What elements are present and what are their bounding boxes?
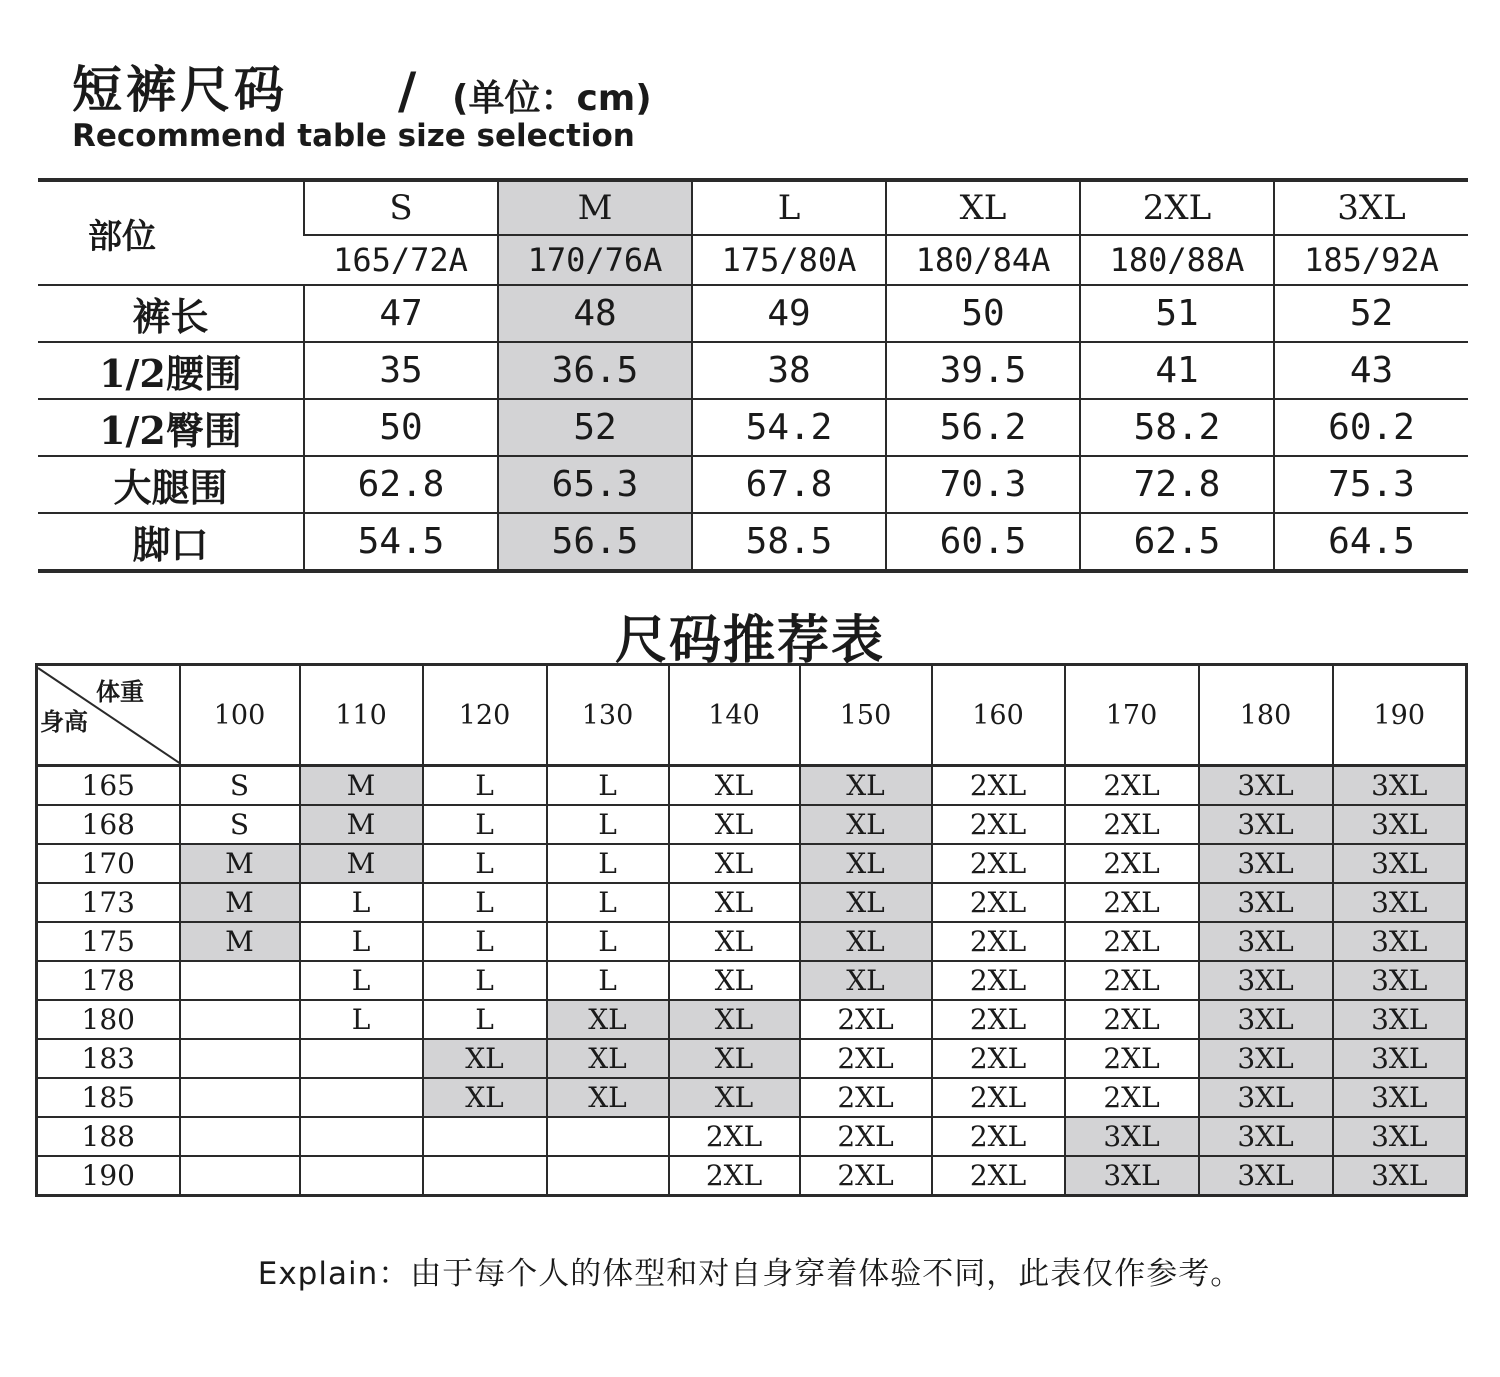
recommended-size bbox=[300, 1078, 423, 1117]
measurement-value: 35 bbox=[304, 342, 498, 399]
recommended-size: L bbox=[300, 1000, 423, 1039]
recommend-row bbox=[37, 922, 1467, 961]
recommend-row bbox=[37, 1078, 1467, 1117]
measurement-value: 65.3 bbox=[498, 456, 692, 513]
recommended-size: L bbox=[423, 922, 547, 961]
height-label: 175 bbox=[37, 922, 180, 961]
recommended-size: L bbox=[423, 844, 547, 883]
recommended-size bbox=[180, 1117, 300, 1156]
recommended-size: 2XL bbox=[1065, 844, 1199, 883]
measurement-value: 62.5 bbox=[1080, 513, 1274, 571]
recommended-size: XL bbox=[547, 1078, 669, 1117]
recommended-size: 2XL bbox=[932, 1156, 1065, 1196]
recommended-size: L bbox=[547, 922, 669, 961]
recommended-size: 2XL bbox=[1065, 766, 1199, 806]
recommended-size: 3XL bbox=[1199, 922, 1333, 961]
measurement-value: 54.5 bbox=[304, 513, 498, 571]
height-axis-label: 身高 bbox=[40, 708, 88, 736]
recommended-size: XL bbox=[800, 922, 932, 961]
recommended-size: L bbox=[423, 766, 547, 806]
measurement-row bbox=[38, 456, 1468, 513]
size-code: 180/84A bbox=[886, 235, 1080, 285]
height-label: 168 bbox=[37, 805, 180, 844]
recommended-size bbox=[180, 1000, 300, 1039]
recommended-size: XL bbox=[547, 1000, 669, 1039]
recommended-size bbox=[180, 1078, 300, 1117]
recommended-size: L bbox=[547, 805, 669, 844]
measurement-value: 51 bbox=[1080, 285, 1274, 342]
recommended-size: 3XL bbox=[1333, 922, 1467, 961]
measurement-value: 58.5 bbox=[692, 513, 886, 571]
recommended-size: 3XL bbox=[1199, 805, 1333, 844]
recommend-row bbox=[37, 805, 1467, 844]
height-label: 165 bbox=[37, 766, 180, 806]
body-part-label: 大腿围 bbox=[38, 456, 304, 513]
recommended-size: 3XL bbox=[1333, 805, 1467, 844]
recommended-size: L bbox=[547, 844, 669, 883]
recommended-size bbox=[547, 1156, 669, 1196]
size-code: 185/92A bbox=[1274, 235, 1468, 285]
recommend-row bbox=[37, 844, 1467, 883]
size-name: 2XL bbox=[1080, 180, 1274, 235]
recommended-size: 2XL bbox=[932, 1039, 1065, 1078]
recommended-size: 2XL bbox=[932, 844, 1065, 883]
body-part-label: 1/2臀围 bbox=[38, 399, 304, 456]
weight-header: 130 bbox=[547, 665, 669, 766]
recommended-size: 2XL bbox=[932, 961, 1065, 1000]
recommended-size: L bbox=[547, 766, 669, 806]
recommended-size: 3XL bbox=[1333, 883, 1467, 922]
page-subtitle: Recommend table size selection bbox=[72, 118, 635, 154]
recommended-size: L bbox=[423, 805, 547, 844]
height-label: 190 bbox=[37, 1156, 180, 1196]
recommended-size: 2XL bbox=[1065, 961, 1199, 1000]
size-name: S bbox=[304, 180, 498, 235]
recommended-size: 2XL bbox=[800, 1156, 932, 1196]
size-name: 3XL bbox=[1274, 180, 1468, 235]
recommended-size: L bbox=[300, 922, 423, 961]
height-label: 180 bbox=[37, 1000, 180, 1039]
weight-header: 160 bbox=[932, 665, 1065, 766]
recommended-size: 2XL bbox=[669, 1156, 800, 1196]
recommended-size: 3XL bbox=[1333, 766, 1467, 806]
recommended-size: 2XL bbox=[1065, 883, 1199, 922]
recommended-size: M bbox=[300, 805, 423, 844]
weight-header: 110 bbox=[300, 665, 423, 766]
measurement-value: 72.8 bbox=[1080, 456, 1274, 513]
body-part-label: 裤长 bbox=[38, 285, 304, 342]
recommended-size: 3XL bbox=[1199, 766, 1333, 806]
weight-header: 120 bbox=[423, 665, 547, 766]
measurement-value: 54.2 bbox=[692, 399, 886, 456]
recommended-size: 2XL bbox=[1065, 1000, 1199, 1039]
recommended-size: XL bbox=[669, 805, 800, 844]
recommended-size: XL bbox=[800, 766, 932, 806]
measurement-row bbox=[38, 285, 1468, 342]
measurement-value: 56.2 bbox=[886, 399, 1080, 456]
recommended-size: M bbox=[180, 844, 300, 883]
measurement-value: 48 bbox=[498, 285, 692, 342]
recommended-size bbox=[180, 1156, 300, 1196]
measurement-value: 41 bbox=[1080, 342, 1274, 399]
weight-axis-label: 体重 bbox=[96, 678, 144, 706]
recommended-size: S bbox=[180, 805, 300, 844]
recommended-size: XL bbox=[669, 1039, 800, 1078]
recommended-size: 3XL bbox=[1199, 1039, 1333, 1078]
recommended-size: M bbox=[180, 883, 300, 922]
body-part-label: 1/2腰围 bbox=[38, 342, 304, 399]
recommend-title: 尺码推荐表 bbox=[614, 610, 885, 671]
unit-label: (单位：cm) bbox=[452, 78, 652, 119]
measurement-value: 50 bbox=[886, 285, 1080, 342]
weight-header: 150 bbox=[800, 665, 932, 766]
recommend-row bbox=[37, 1039, 1467, 1078]
recommended-size: 3XL bbox=[1199, 1117, 1333, 1156]
weight-header: 180 bbox=[1199, 665, 1333, 766]
measurement-value: 60.2 bbox=[1274, 399, 1468, 456]
recommended-size: 3XL bbox=[1199, 1000, 1333, 1039]
measurement-row bbox=[38, 399, 1468, 456]
recommended-size: XL bbox=[800, 961, 932, 1000]
size-code: 175/80A bbox=[692, 235, 886, 285]
weight-header: 190 bbox=[1333, 665, 1467, 766]
recommended-size: XL bbox=[669, 922, 800, 961]
recommended-size: XL bbox=[800, 805, 932, 844]
recommended-size: 3XL bbox=[1065, 1117, 1199, 1156]
size-code: 170/76A bbox=[498, 235, 692, 285]
recommended-size: 2XL bbox=[932, 1117, 1065, 1156]
recommended-size: 2XL bbox=[1065, 1078, 1199, 1117]
size-measurement-table bbox=[38, 178, 1468, 573]
height-label: 170 bbox=[37, 844, 180, 883]
measurement-value: 50 bbox=[304, 399, 498, 456]
body-part-label: 脚口 bbox=[38, 513, 304, 571]
page-title: 短裤尺码 bbox=[72, 61, 288, 119]
size-name: M bbox=[498, 180, 692, 235]
recommended-size: XL bbox=[423, 1078, 547, 1117]
recommended-size: 3XL bbox=[1199, 883, 1333, 922]
height-label: 185 bbox=[37, 1078, 180, 1117]
recommended-size: XL bbox=[669, 766, 800, 806]
recommended-size: L bbox=[547, 961, 669, 1000]
recommended-size: 3XL bbox=[1333, 961, 1467, 1000]
recommended-size: 3XL bbox=[1333, 1039, 1467, 1078]
recommended-size: L bbox=[300, 883, 423, 922]
recommended-size: XL bbox=[669, 883, 800, 922]
recommend-row bbox=[37, 961, 1467, 1000]
height-label: 173 bbox=[37, 883, 180, 922]
size-name: L bbox=[692, 180, 886, 235]
height-label: 183 bbox=[37, 1039, 180, 1078]
measurement-row bbox=[38, 342, 1468, 399]
recommended-size: 2XL bbox=[800, 1000, 932, 1039]
recommend-row bbox=[37, 1156, 1467, 1196]
recommended-size bbox=[423, 1156, 547, 1196]
measurement-value: 39.5 bbox=[886, 342, 1080, 399]
recommend-row bbox=[37, 883, 1467, 922]
recommended-size: 2XL bbox=[932, 922, 1065, 961]
recommended-size: 3XL bbox=[1199, 1078, 1333, 1117]
recommended-size: 2XL bbox=[1065, 805, 1199, 844]
recommended-size: 2XL bbox=[1065, 1039, 1199, 1078]
recommended-size: M bbox=[180, 922, 300, 961]
recommended-size: 3XL bbox=[1333, 1000, 1467, 1039]
measurement-value: 52 bbox=[1274, 285, 1468, 342]
recommended-size: 3XL bbox=[1199, 1156, 1333, 1196]
size-code: 180/88A bbox=[1080, 235, 1274, 285]
recommended-size: L bbox=[300, 961, 423, 1000]
recommended-size: 3XL bbox=[1199, 844, 1333, 883]
recommended-size bbox=[300, 1117, 423, 1156]
measurement-value: 47 bbox=[304, 285, 498, 342]
recommended-size bbox=[180, 961, 300, 1000]
measurement-value: 36.5 bbox=[498, 342, 692, 399]
recommended-size: XL bbox=[547, 1039, 669, 1078]
recommended-size: L bbox=[423, 883, 547, 922]
weight-header-row bbox=[37, 665, 1467, 766]
weight-header: 100 bbox=[180, 665, 300, 766]
recommended-size: 3XL bbox=[1333, 844, 1467, 883]
recommended-size: L bbox=[547, 883, 669, 922]
recommended-size bbox=[547, 1117, 669, 1156]
explain-note: Explain：由于每个人的体型和对自身穿着体验不同，此表仅作参考。 bbox=[257, 1256, 1243, 1292]
height-label: 178 bbox=[37, 961, 180, 1000]
recommended-size: 3XL bbox=[1065, 1156, 1199, 1196]
size-name: XL bbox=[886, 180, 1080, 235]
measurement-value: 70.3 bbox=[886, 456, 1080, 513]
measurement-value: 58.2 bbox=[1080, 399, 1274, 456]
recommended-size: 2XL bbox=[932, 1000, 1065, 1039]
weight-header: 170 bbox=[1065, 665, 1199, 766]
recommended-size: XL bbox=[423, 1039, 547, 1078]
size-recommendation-table bbox=[35, 663, 1468, 1197]
measurement-value: 62.8 bbox=[304, 456, 498, 513]
recommended-size: XL bbox=[669, 1000, 800, 1039]
recommended-size: L bbox=[423, 961, 547, 1000]
recommended-size: XL bbox=[800, 844, 932, 883]
recommended-size: 2XL bbox=[1065, 922, 1199, 961]
recommended-size: XL bbox=[669, 961, 800, 1000]
weight-header: 140 bbox=[669, 665, 800, 766]
recommended-size: M bbox=[300, 844, 423, 883]
measurement-value: 75.3 bbox=[1274, 456, 1468, 513]
measurement-value: 38 bbox=[692, 342, 886, 399]
measurement-value: 64.5 bbox=[1274, 513, 1468, 571]
height-label: 188 bbox=[37, 1117, 180, 1156]
size-name-row bbox=[38, 180, 1468, 235]
recommended-size: 2XL bbox=[800, 1078, 932, 1117]
recommended-size: 2XL bbox=[932, 1078, 1065, 1117]
recommended-size: 2XL bbox=[932, 766, 1065, 806]
recommended-size: 2XL bbox=[800, 1117, 932, 1156]
recommended-size: 2XL bbox=[669, 1117, 800, 1156]
recommend-row bbox=[37, 1117, 1467, 1156]
body-part-header: 部位 bbox=[38, 180, 304, 285]
measurement-value: 43 bbox=[1274, 342, 1468, 399]
recommended-size: 2XL bbox=[932, 883, 1065, 922]
recommended-size: L bbox=[423, 1000, 547, 1039]
recommended-size: XL bbox=[800, 883, 932, 922]
measurement-value: 52 bbox=[498, 399, 692, 456]
title-separator: / bbox=[398, 62, 417, 120]
measurement-value: 67.8 bbox=[692, 456, 886, 513]
measurement-row bbox=[38, 513, 1468, 571]
recommended-size: S bbox=[180, 766, 300, 806]
recommended-size bbox=[180, 1039, 300, 1078]
recommended-size bbox=[300, 1156, 423, 1196]
recommended-size: 3XL bbox=[1199, 961, 1333, 1000]
corner-header bbox=[37, 665, 180, 766]
measurement-value: 56.5 bbox=[498, 513, 692, 571]
recommended-size: XL bbox=[669, 844, 800, 883]
recommended-size: 3XL bbox=[1333, 1078, 1467, 1117]
recommend-row bbox=[37, 1000, 1467, 1039]
recommended-size bbox=[300, 1039, 423, 1078]
recommended-size: 3XL bbox=[1333, 1117, 1467, 1156]
size-code: 165/72A bbox=[304, 235, 498, 285]
recommended-size: 2XL bbox=[800, 1039, 932, 1078]
recommended-size: 3XL bbox=[1333, 1156, 1467, 1196]
recommend-row bbox=[37, 766, 1467, 806]
measurement-value: 60.5 bbox=[886, 513, 1080, 571]
recommended-size bbox=[423, 1117, 547, 1156]
measurement-value: 49 bbox=[692, 285, 886, 342]
recommended-size: XL bbox=[669, 1078, 800, 1117]
recommended-size: 2XL bbox=[932, 805, 1065, 844]
recommended-size: M bbox=[300, 766, 423, 806]
